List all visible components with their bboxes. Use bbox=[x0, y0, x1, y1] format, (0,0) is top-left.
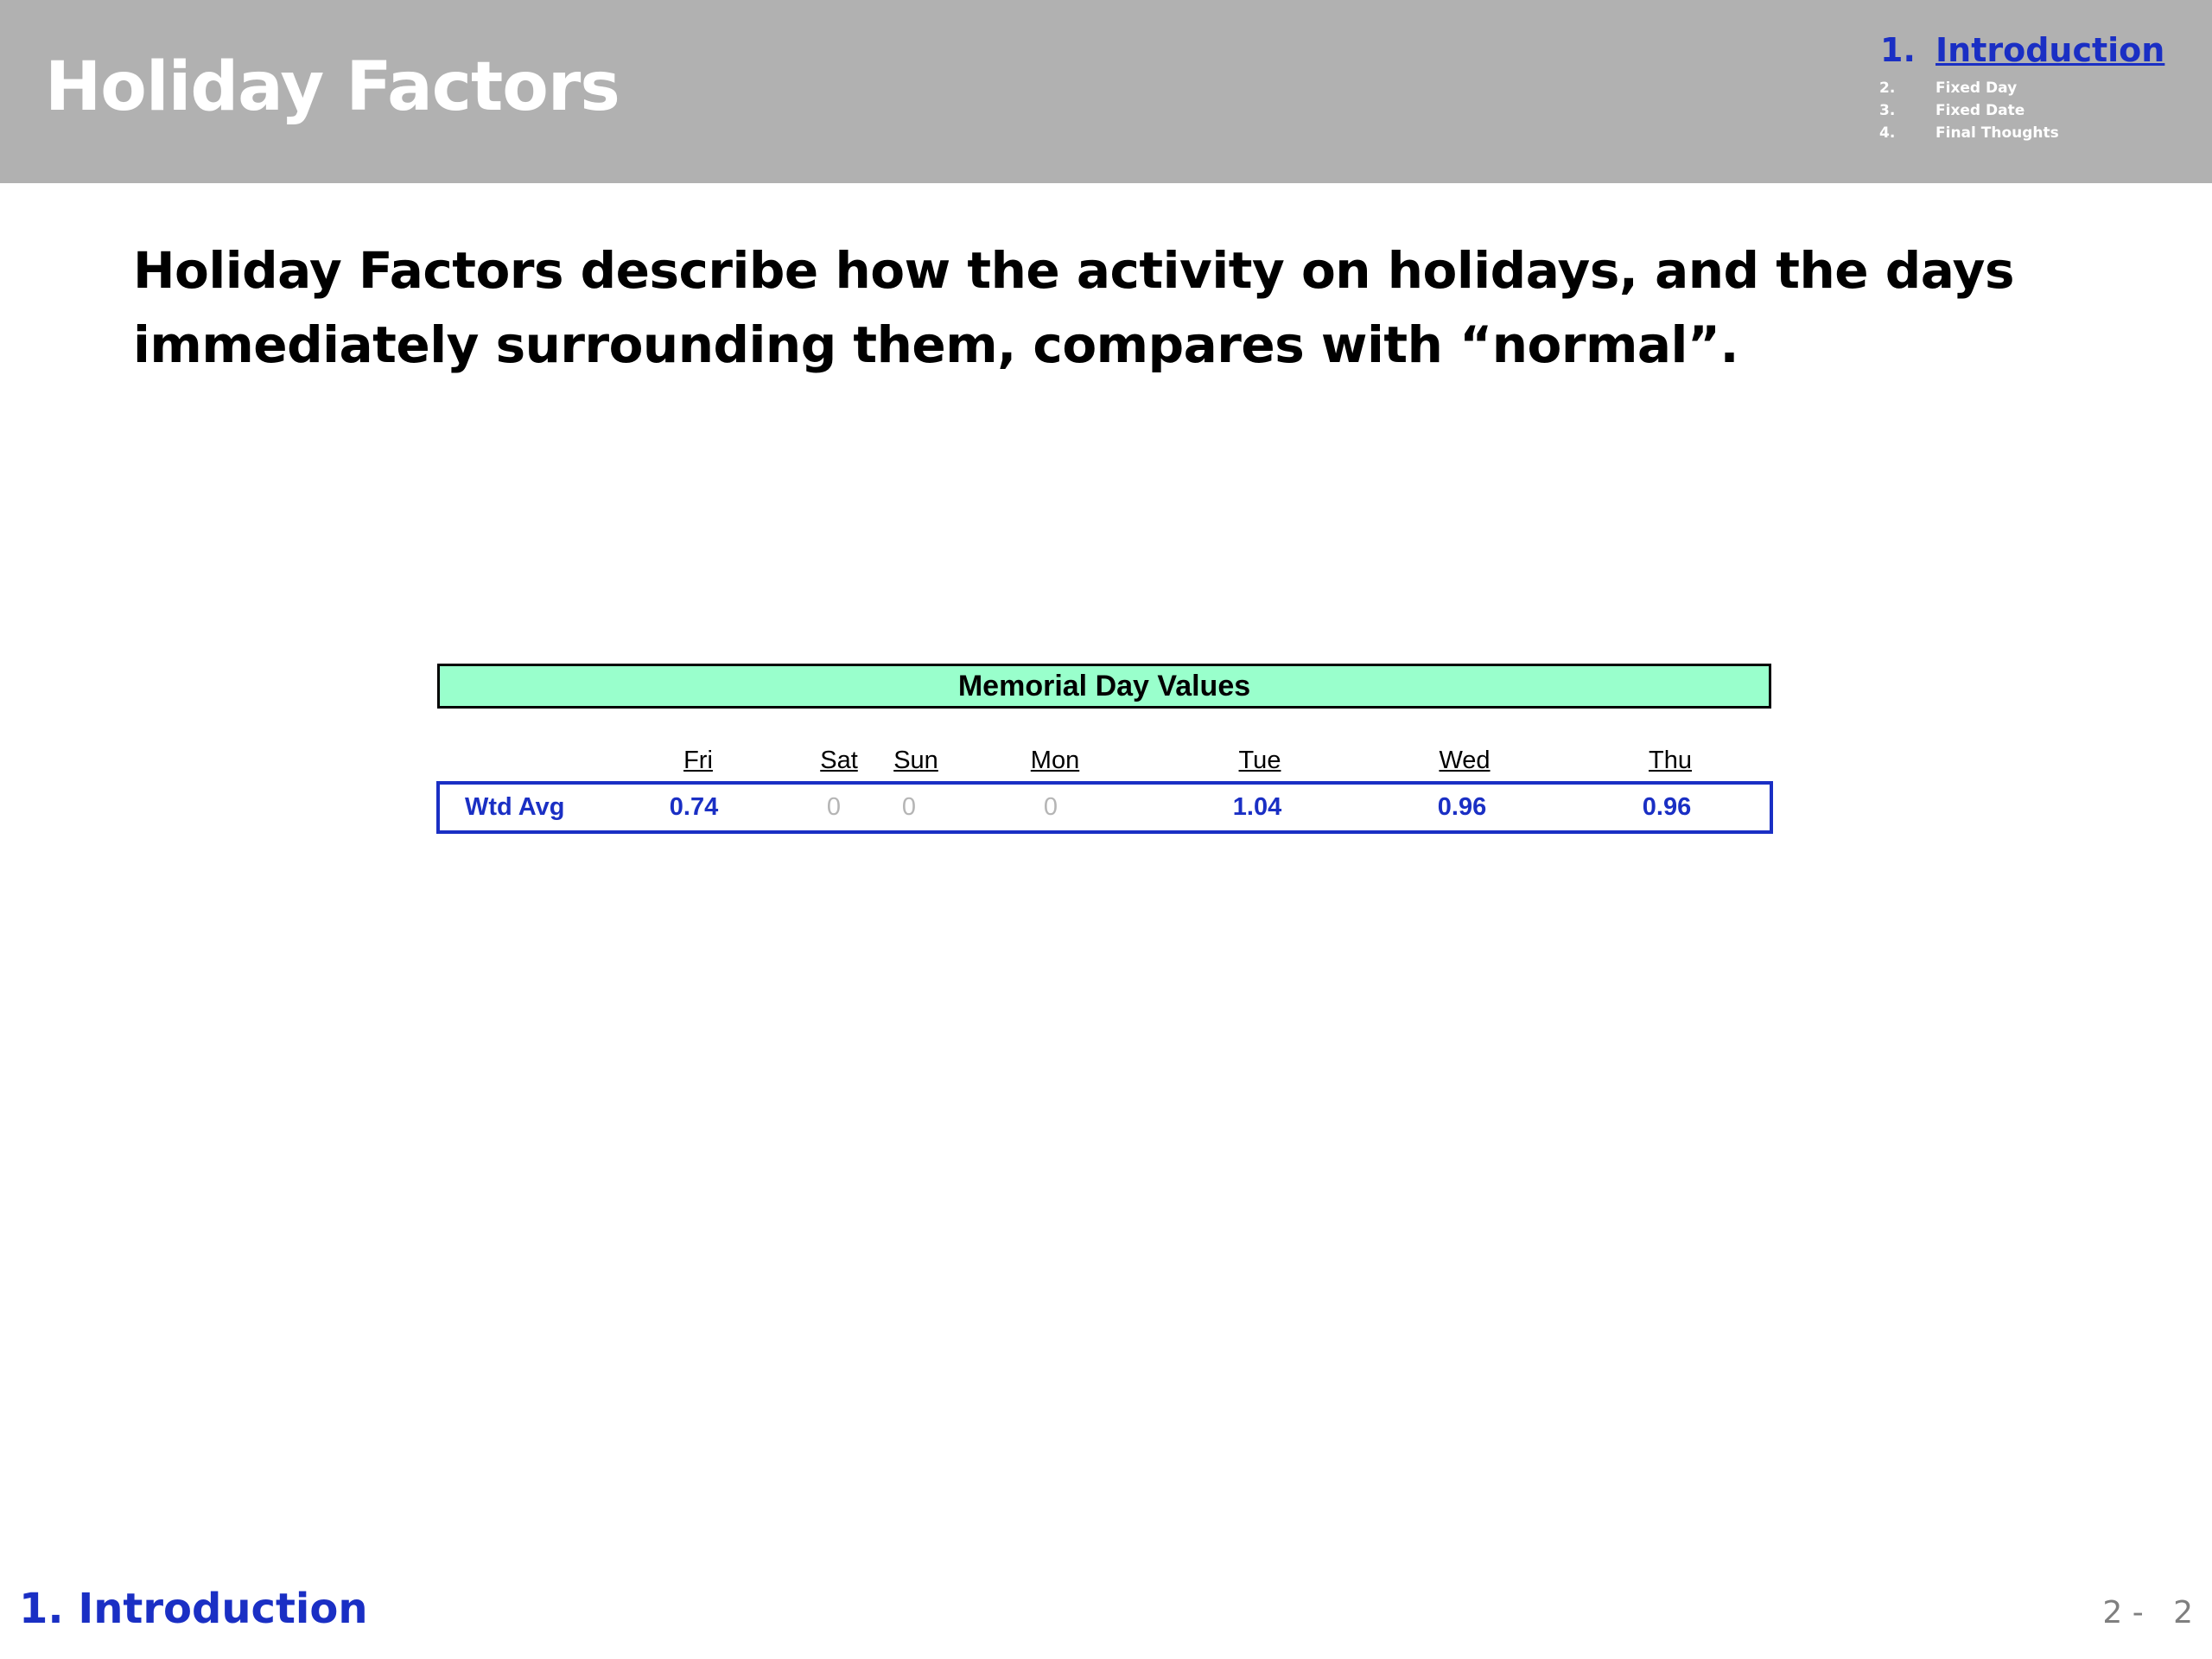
table-row bbox=[436, 781, 1773, 834]
day-header-wed: Wed bbox=[1439, 747, 1491, 774]
outline-item-number: 2. bbox=[1879, 79, 1896, 97]
value-sat: 0 bbox=[826, 793, 842, 821]
outline-item-link[interactable]: Introduction bbox=[1936, 31, 2165, 69]
outline-item-number: 3. bbox=[1879, 102, 1896, 119]
outline-item-label[interactable]: Fixed Day bbox=[1936, 79, 2018, 97]
value-mon: 0 bbox=[1043, 793, 1058, 821]
outline-nav bbox=[1877, 29, 2196, 147]
value-wed: 0.96 bbox=[1437, 793, 1487, 821]
outline-item-label[interactable]: Fixed Date bbox=[1936, 102, 2025, 119]
outline-item-label[interactable]: Final Thoughts bbox=[1936, 124, 2059, 142]
table-title: Memorial Day Values bbox=[437, 664, 1771, 709]
header-bar bbox=[0, 0, 2212, 183]
value-sun: 0 bbox=[901, 793, 917, 821]
day-header-sat: Sat bbox=[820, 747, 858, 774]
value-tue: 1.04 bbox=[1232, 793, 1282, 821]
value-fri: 0.74 bbox=[669, 793, 719, 821]
outline-item-final-thoughts[interactable] bbox=[1877, 124, 2196, 147]
slide-title: Holiday Factors bbox=[45, 48, 620, 126]
day-header-mon: Mon bbox=[1030, 747, 1080, 774]
day-header-tue: Tue bbox=[1238, 747, 1281, 774]
row-label: Wtd Avg bbox=[465, 793, 565, 821]
outline-item-fixed-date[interactable] bbox=[1877, 102, 2196, 124]
footer-section-title: 1. Introduction bbox=[19, 1585, 368, 1633]
intro-text: Holiday Factors describe how the activity on holidays, and the days immediately surrounding them, compares with “normal”. bbox=[133, 241, 2014, 374]
day-header-fri: Fri bbox=[683, 747, 713, 774]
value-thu: 0.96 bbox=[1642, 793, 1692, 821]
outline-item-number: 4. bbox=[1879, 124, 1896, 142]
outline-item-fixed-day[interactable] bbox=[1877, 79, 2196, 102]
day-header-sun: Sun bbox=[893, 747, 938, 774]
day-header-thu: Thu bbox=[1649, 747, 1692, 774]
outline-item-number: 1. bbox=[1880, 31, 1916, 69]
page-number: 2 - 2 bbox=[2102, 1595, 2193, 1630]
outline-item-introduction[interactable] bbox=[1877, 29, 2196, 79]
